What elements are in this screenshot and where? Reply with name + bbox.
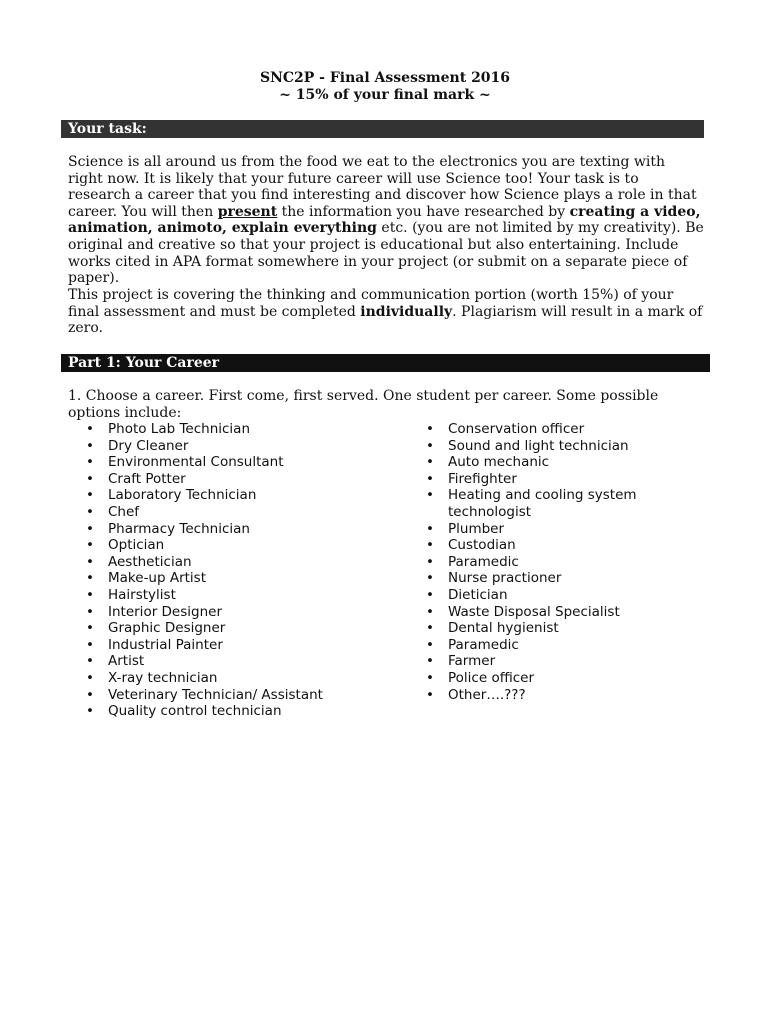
career-name: Industrial Painter xyxy=(108,636,223,653)
career-name: Conservation officer xyxy=(448,421,585,437)
p2-bold-individually: individually xyxy=(360,303,453,320)
bullet-icon: • xyxy=(86,669,94,686)
bullet-icon: • xyxy=(86,470,94,487)
career-list-item xyxy=(420,587,660,604)
career-name: Chef xyxy=(108,503,140,520)
bullet-icon: • xyxy=(426,553,434,570)
career-list-item xyxy=(80,604,400,621)
bullet-icon: • xyxy=(426,487,434,504)
bullet-icon: • xyxy=(426,421,434,437)
bullet-icon: • xyxy=(86,553,94,570)
career-name: Police officer xyxy=(448,669,535,686)
career-name: Dry Cleaner xyxy=(108,437,189,454)
p1-bold-media: creating a video, animation, animoto, explain everything xyxy=(68,203,701,237)
task-section-heading xyxy=(61,120,704,138)
bullet-icon: • xyxy=(86,437,94,454)
career-list-item xyxy=(80,537,400,554)
p1-text-a: Science is all around us from the food we eat to the electronics you are texting with right now. It is likely that your future career will use Science too! Your task is to research a career that you find interesting and discover how Science plays a role in that career. You will then xyxy=(68,154,697,220)
part1-instruction: 1. Choose a career. First come, first served. One student per career. Some possible options include: xyxy=(68,388,659,421)
task-paragraph-1 xyxy=(68,154,704,287)
career-list-item xyxy=(420,620,660,637)
career-name: Aesthetician xyxy=(108,553,192,570)
bullet-icon: • xyxy=(86,620,94,637)
bullet-icon: • xyxy=(426,653,434,670)
p1-present: present xyxy=(217,203,278,220)
career-name: Farmer xyxy=(448,653,496,670)
career-name: Hairstylist xyxy=(108,586,176,603)
career-list-item xyxy=(80,521,400,538)
career-list-item xyxy=(80,438,400,455)
career-list-item xyxy=(80,504,400,521)
bullet-icon: • xyxy=(86,487,94,504)
career-list-item xyxy=(80,487,400,504)
p2-text-a: This project is covering the thinking and communication portion (worth 15%) of your final assessment and must be completed xyxy=(68,287,674,320)
part1-section-heading xyxy=(61,354,710,372)
task-paragraph-2 xyxy=(68,287,704,337)
career-list-item xyxy=(80,570,400,587)
bullet-icon: • xyxy=(426,454,434,471)
career-name: Paramedic xyxy=(448,636,519,653)
career-list-item xyxy=(420,454,660,471)
career-list-item xyxy=(80,554,400,571)
career-name: Custodian xyxy=(448,537,516,554)
bullet-icon: • xyxy=(86,520,94,537)
career-list-item xyxy=(420,487,660,520)
bullet-icon: • xyxy=(426,636,434,653)
career-name: Environmental Consultant xyxy=(108,454,284,471)
bullet-icon: • xyxy=(86,636,94,653)
career-name: Plumber xyxy=(448,520,505,537)
career-list-item xyxy=(420,471,660,488)
bullet-icon: • xyxy=(426,586,434,603)
bullet-icon: • xyxy=(86,603,94,620)
career-name: Photo Lab Technician xyxy=(108,421,251,437)
career-list-item xyxy=(420,554,660,571)
career-name: Heating and cooling system technologist xyxy=(448,487,637,520)
career-list-item xyxy=(80,471,400,488)
bullet-icon: • xyxy=(426,470,434,487)
bullet-icon: • xyxy=(86,703,94,720)
bullet-icon: • xyxy=(86,686,94,703)
bullet-icon: • xyxy=(86,421,94,437)
document-title: SNC2P - Final Assessment 2016 xyxy=(259,70,511,86)
career-name: Quality control technician xyxy=(108,703,282,720)
career-name: Craft Potter xyxy=(108,470,186,487)
task-heading-label: Your task: xyxy=(68,121,147,137)
career-list-item xyxy=(420,438,660,455)
career-list-item xyxy=(80,587,400,604)
career-name: Sound and light technician xyxy=(448,437,629,454)
career-list-item xyxy=(80,421,400,438)
career-list-item xyxy=(420,687,660,704)
career-list-item xyxy=(420,521,660,538)
career-name: Nurse practioner xyxy=(448,570,562,587)
career-list-item xyxy=(420,421,660,438)
bullet-icon: • xyxy=(86,503,94,520)
career-name: Auto mechanic xyxy=(448,454,550,471)
career-name: Optician xyxy=(108,537,165,554)
career-name: Waste Disposal Specialist xyxy=(448,603,620,620)
bullet-icon: • xyxy=(86,653,94,670)
career-name: Dietician xyxy=(448,586,508,603)
career-name: Dental hygienist xyxy=(448,620,559,637)
bullet-icon: • xyxy=(426,669,434,686)
career-list-item xyxy=(420,570,660,587)
career-name: Pharmacy Technician xyxy=(108,520,250,537)
career-name: Firefighter xyxy=(448,470,517,487)
career-list-item xyxy=(80,670,400,687)
career-list-item xyxy=(80,703,400,720)
bullet-icon: • xyxy=(426,620,434,637)
bullet-icon: • xyxy=(426,520,434,537)
career-list-left xyxy=(80,421,400,720)
career-name: Paramedic xyxy=(448,553,519,570)
career-name: Interior Designer xyxy=(108,603,223,620)
bullet-icon: • xyxy=(86,570,94,587)
bullet-icon: • xyxy=(86,586,94,603)
career-list-item xyxy=(420,637,660,654)
career-list-item xyxy=(80,687,400,704)
document-subtitle: ~ 15% of your final mark ~ xyxy=(279,87,491,103)
career-list-item xyxy=(80,454,400,471)
bullet-icon: • xyxy=(86,537,94,554)
career-list-item xyxy=(80,637,400,654)
bullet-icon: • xyxy=(426,537,434,554)
part1-heading-label: Part 1: Your Career xyxy=(68,355,220,371)
career-name: Artist xyxy=(108,653,145,670)
career-name: Laboratory Technician xyxy=(108,487,257,504)
career-list-right xyxy=(420,421,660,703)
p1-text-b: the information you have researched by xyxy=(277,203,570,220)
career-list-item xyxy=(420,537,660,554)
p2-text-b: . Plagiarism will result in a mark of zero. xyxy=(68,303,703,337)
career-name: Make-up Artist xyxy=(108,570,207,587)
career-name: X-ray technician xyxy=(108,669,218,686)
career-list-item xyxy=(80,620,400,637)
p1-text-c: etc. (you are not limited by my creativity). Be original and creative so that your project is educational but also entertaining. Include works cited in APA format somewhere in your project (or submit on a separate piece of paper). xyxy=(68,220,704,287)
career-list-item xyxy=(420,653,660,670)
bullet-icon: • xyxy=(86,454,94,471)
bullet-icon: • xyxy=(426,686,434,703)
bullet-icon: • xyxy=(426,603,434,620)
career-list-item xyxy=(420,670,660,687)
career-name: Veterinary Technician/ Assistant xyxy=(108,686,323,703)
career-name: Graphic Designer xyxy=(108,620,226,637)
bullet-icon: • xyxy=(426,437,434,454)
career-list-item xyxy=(80,653,400,670)
career-name: Other….??? xyxy=(448,686,526,703)
career-list-item xyxy=(420,604,660,621)
bullet-icon: • xyxy=(426,570,434,587)
